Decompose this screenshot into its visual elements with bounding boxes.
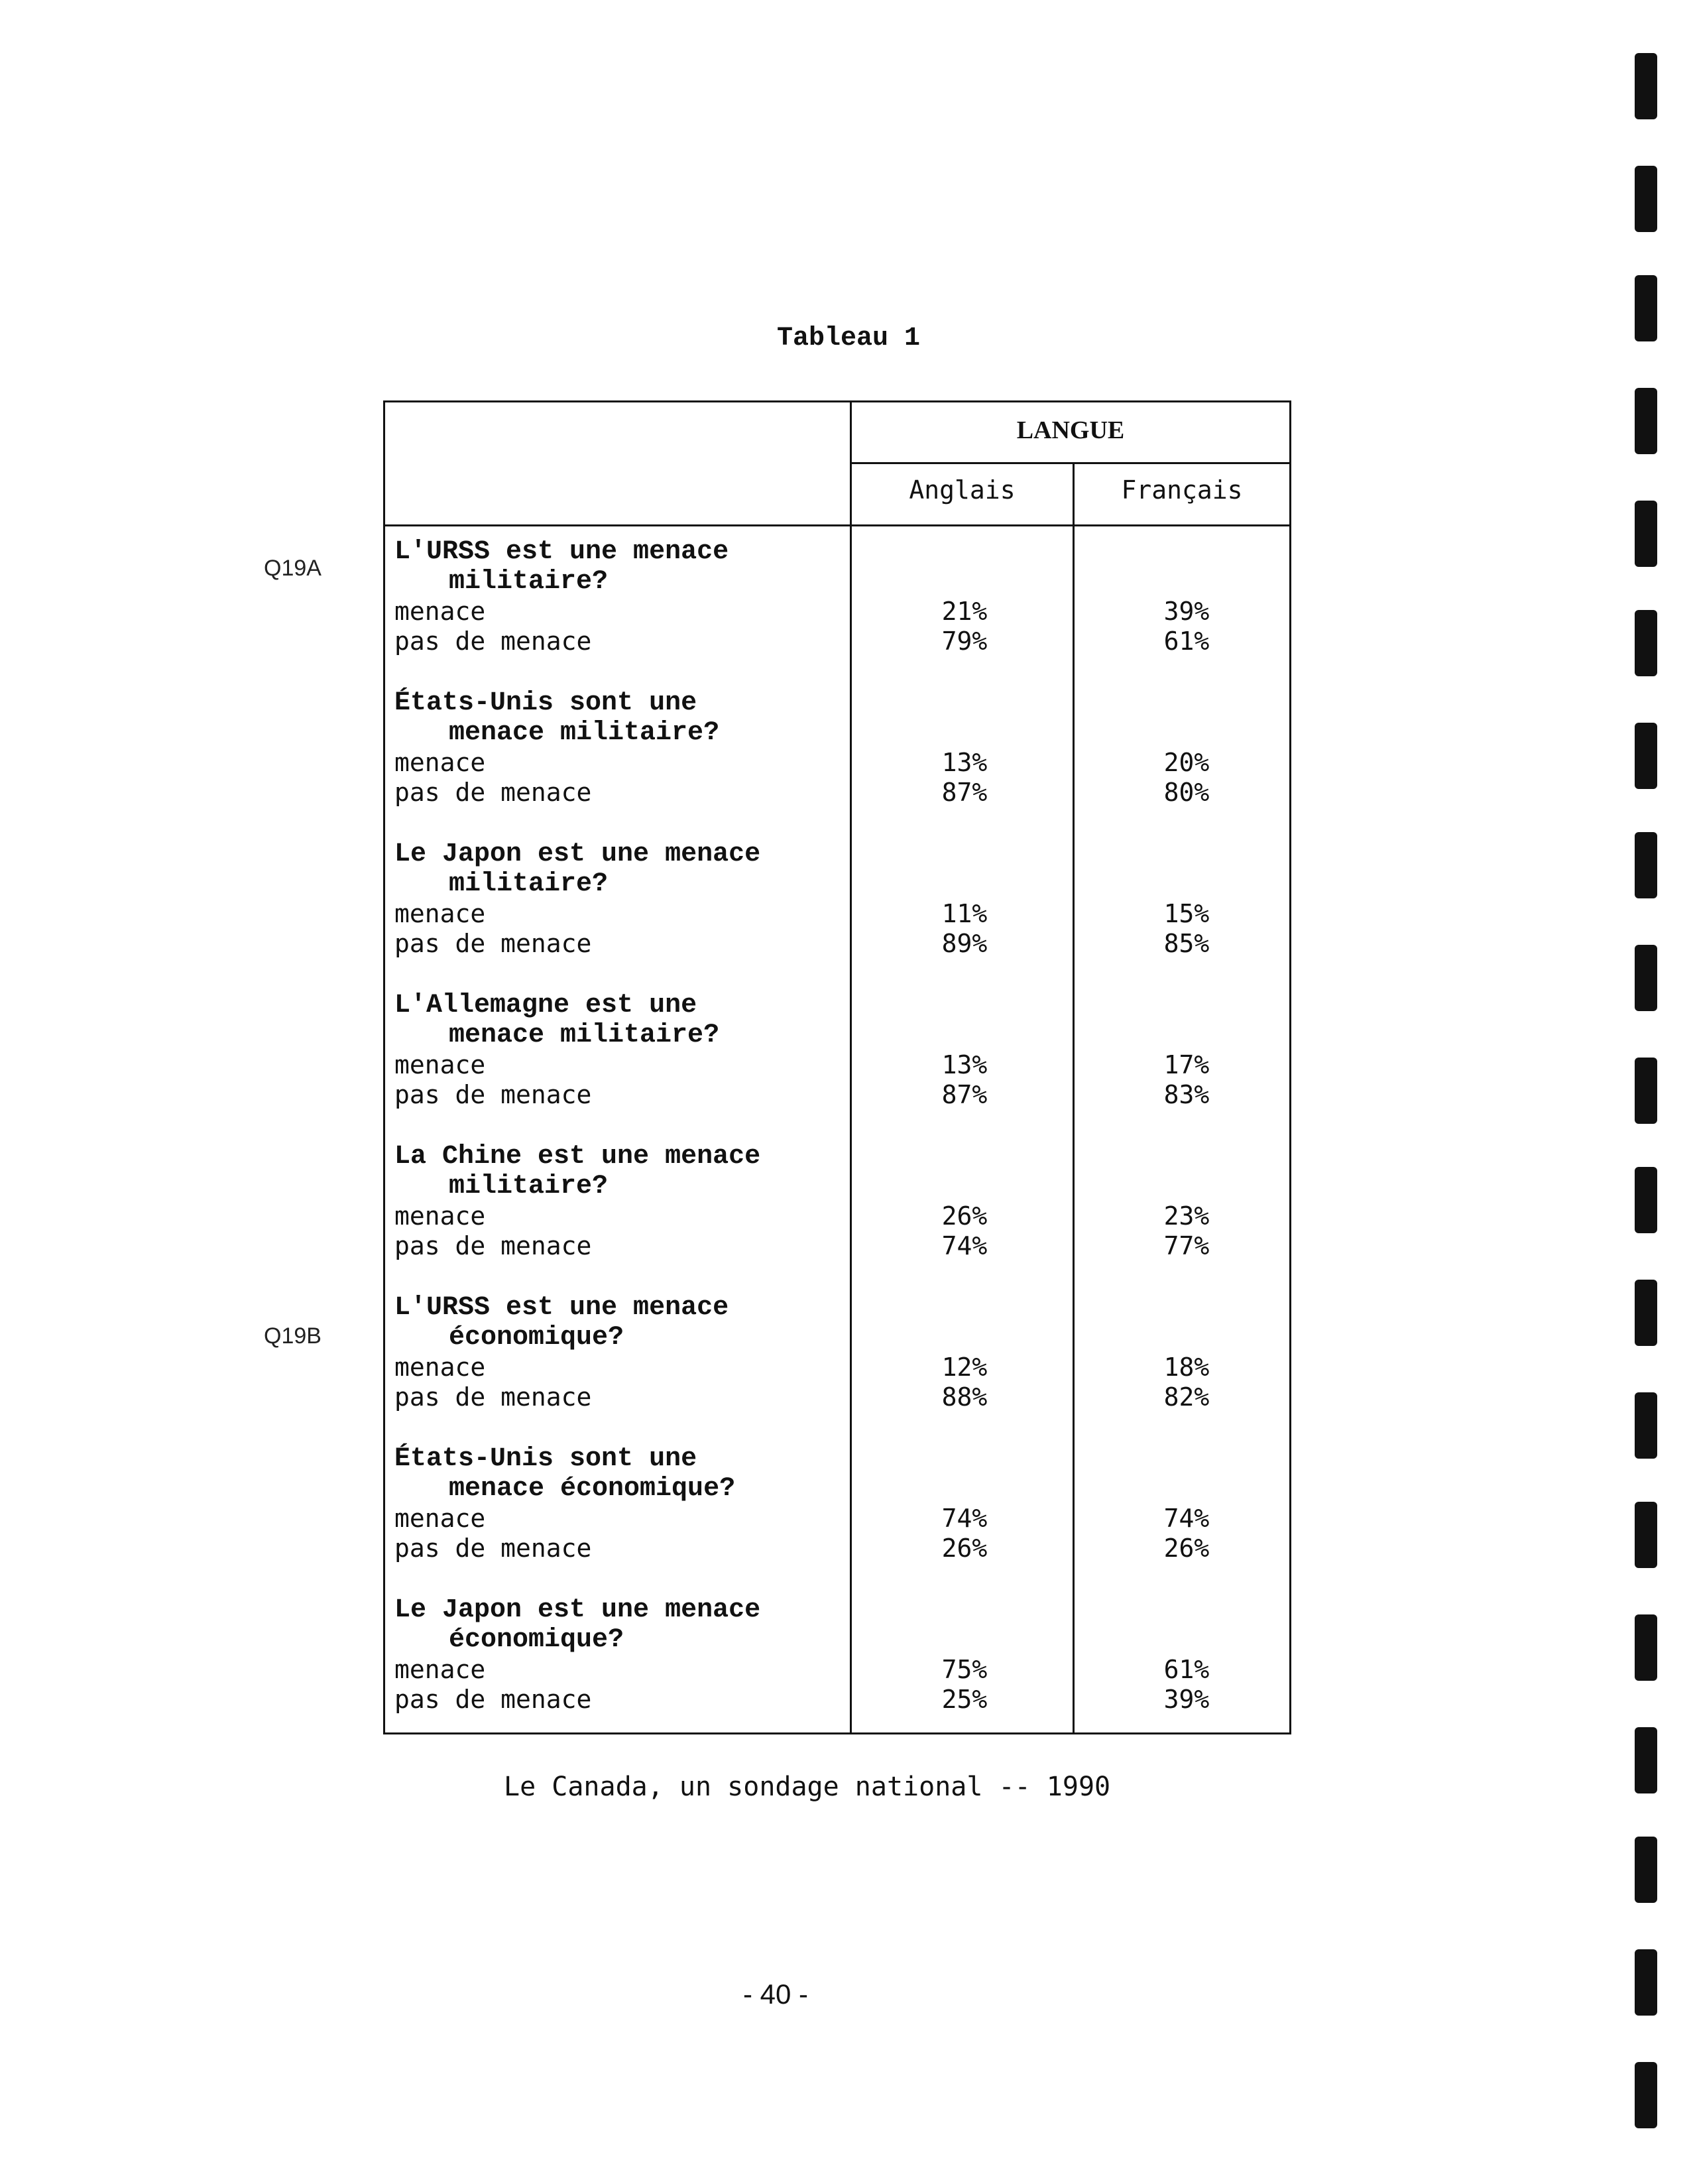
value-francais-pas-de-menace: 85% bbox=[1163, 929, 1210, 958]
binder-hole-mark bbox=[1635, 1837, 1657, 1903]
question-block bbox=[394, 1595, 1210, 1746]
binder-hole-mark bbox=[1635, 1614, 1657, 1681]
value-francais-menace: 17% bbox=[1163, 1050, 1210, 1079]
question-text: États-Unis sont une bbox=[394, 1444, 697, 1474]
question-text-continued: militaire? bbox=[449, 1172, 609, 1201]
question-text-continued: menace militaire? bbox=[449, 718, 720, 748]
question-code-q19b: Q19B bbox=[264, 1323, 321, 1349]
answer-label-pas-de-menace: pas de menace bbox=[394, 1231, 592, 1260]
answer-label-pas-de-menace: pas de menace bbox=[394, 1685, 592, 1714]
binder-hole-mark bbox=[1635, 1727, 1657, 1793]
question-block bbox=[394, 688, 1210, 839]
answer-label-pas-de-menace: pas de menace bbox=[394, 1382, 592, 1412]
question-text: L'URSS est une menace bbox=[394, 1293, 729, 1323]
group-header-langue: LANGUE bbox=[1016, 416, 1125, 444]
value-anglais-menace: 75% bbox=[941, 1655, 988, 1684]
value-anglais-pas-de-menace: 87% bbox=[941, 1080, 988, 1109]
value-francais-menace: 20% bbox=[1163, 748, 1210, 777]
binder-hole-mark bbox=[1635, 1949, 1657, 2016]
answer-label-menace: menace bbox=[394, 1353, 486, 1382]
value-francais-pas-de-menace: 26% bbox=[1163, 1534, 1210, 1563]
header-divider-body bbox=[385, 524, 1289, 526]
value-francais-pas-de-menace: 82% bbox=[1163, 1382, 1210, 1412]
value-francais-menace: 39% bbox=[1163, 597, 1210, 626]
value-francais-pas-de-menace: 61% bbox=[1163, 627, 1210, 656]
answer-label-pas-de-menace: pas de menace bbox=[394, 929, 592, 958]
binder-hole-mark bbox=[1635, 610, 1657, 676]
table-caption: Le Canada, un sondage national -- 1990 bbox=[504, 1772, 1111, 1802]
question-text-continued: menace économique? bbox=[449, 1474, 736, 1504]
question-label-column bbox=[394, 537, 1210, 1746]
answer-label-menace: menace bbox=[394, 1504, 486, 1533]
value-anglais-menace: 12% bbox=[941, 1353, 988, 1382]
binder-hole-mark bbox=[1635, 53, 1657, 119]
column-divider-language bbox=[1073, 462, 1075, 1732]
question-block bbox=[394, 1293, 1210, 1444]
answer-label-menace: menace bbox=[394, 1050, 486, 1079]
question-text: Le Japon est une menace bbox=[394, 1595, 761, 1625]
value-anglais-menace: 26% bbox=[941, 1201, 988, 1231]
value-francais-menace: 23% bbox=[1163, 1201, 1210, 1231]
answer-label-menace: menace bbox=[394, 1655, 486, 1684]
binder-hole-mark bbox=[1635, 832, 1657, 898]
value-anglais-menace: 74% bbox=[941, 1504, 988, 1533]
answer-label-menace: menace bbox=[394, 748, 486, 777]
value-francais-pas-de-menace: 77% bbox=[1163, 1231, 1210, 1260]
question-block bbox=[394, 537, 1210, 688]
answer-label-menace: menace bbox=[394, 1201, 486, 1231]
question-text: La Chine est une menace bbox=[394, 1142, 761, 1172]
question-block bbox=[394, 1444, 1210, 1595]
question-text-continued: militaire? bbox=[449, 869, 609, 899]
question-text: Le Japon est une menace bbox=[394, 839, 761, 869]
value-francais-pas-de-menace: 39% bbox=[1163, 1685, 1210, 1714]
binder-hole-mark bbox=[1635, 166, 1657, 232]
answer-label-pas-de-menace: pas de menace bbox=[394, 778, 592, 807]
question-block bbox=[394, 991, 1210, 1142]
answer-label-pas-de-menace: pas de menace bbox=[394, 627, 592, 656]
value-anglais-pas-de-menace: 89% bbox=[941, 929, 988, 958]
column-header-anglais: Anglais bbox=[909, 475, 1016, 505]
page-title: Tableau 1 bbox=[776, 324, 921, 353]
value-anglais-menace: 11% bbox=[941, 899, 988, 928]
binder-hole-mark bbox=[1635, 388, 1657, 454]
binder-hole-mark bbox=[1635, 945, 1657, 1011]
question-text-continued: économique? bbox=[449, 1323, 624, 1353]
answer-label-menace: menace bbox=[394, 899, 486, 928]
answer-label-pas-de-menace: pas de menace bbox=[394, 1534, 592, 1563]
value-anglais-menace: 13% bbox=[941, 748, 988, 777]
binder-hole-mark bbox=[1635, 723, 1657, 789]
binder-hole-mark bbox=[1635, 1167, 1657, 1233]
value-francais-menace: 61% bbox=[1163, 1655, 1210, 1684]
value-francais-menace: 18% bbox=[1163, 1353, 1210, 1382]
question-block bbox=[394, 1142, 1210, 1293]
value-francais-menace: 15% bbox=[1163, 899, 1210, 928]
value-anglais-pas-de-menace: 74% bbox=[941, 1231, 988, 1260]
question-text-continued: économique? bbox=[449, 1625, 624, 1655]
question-text: L'Allemagne est une bbox=[394, 991, 697, 1020]
value-francais-pas-de-menace: 83% bbox=[1163, 1080, 1210, 1109]
binder-hole-mark bbox=[1635, 1392, 1657, 1459]
value-anglais-pas-de-menace: 88% bbox=[941, 1382, 988, 1412]
answer-label-menace: menace bbox=[394, 597, 486, 626]
value-francais-pas-de-menace: 80% bbox=[1163, 778, 1210, 807]
value-anglais-pas-de-menace: 87% bbox=[941, 778, 988, 807]
value-anglais-pas-de-menace: 26% bbox=[941, 1534, 988, 1563]
binder-hole-mark bbox=[1635, 1280, 1657, 1346]
question-code-q19a: Q19A bbox=[264, 556, 321, 581]
binder-hole-mark bbox=[1635, 1502, 1657, 1568]
question-text-continued: menace militaire? bbox=[449, 1020, 720, 1050]
column-header-francais: Français bbox=[1121, 475, 1243, 505]
binder-holes bbox=[1635, 0, 1661, 2184]
binder-hole-mark bbox=[1635, 501, 1657, 567]
value-anglais-menace: 21% bbox=[941, 597, 988, 626]
header-divider-group bbox=[850, 462, 1289, 464]
value-francais-menace: 74% bbox=[1163, 1504, 1210, 1533]
question-text: États-Unis sont une bbox=[394, 688, 697, 718]
binder-hole-mark bbox=[1635, 1058, 1657, 1124]
binder-hole-mark bbox=[1635, 275, 1657, 341]
value-anglais-pas-de-menace: 79% bbox=[941, 627, 988, 656]
question-text-continued: militaire? bbox=[449, 567, 609, 597]
value-anglais-pas-de-menace: 25% bbox=[941, 1685, 988, 1714]
value-anglais-menace: 13% bbox=[941, 1050, 988, 1079]
answer-label-pas-de-menace: pas de menace bbox=[394, 1080, 592, 1109]
page-number: - 40 - bbox=[742, 1978, 809, 2010]
question-text: L'URSS est une menace bbox=[394, 537, 729, 567]
question-block bbox=[394, 839, 1210, 991]
binder-hole-mark bbox=[1635, 2062, 1657, 2128]
